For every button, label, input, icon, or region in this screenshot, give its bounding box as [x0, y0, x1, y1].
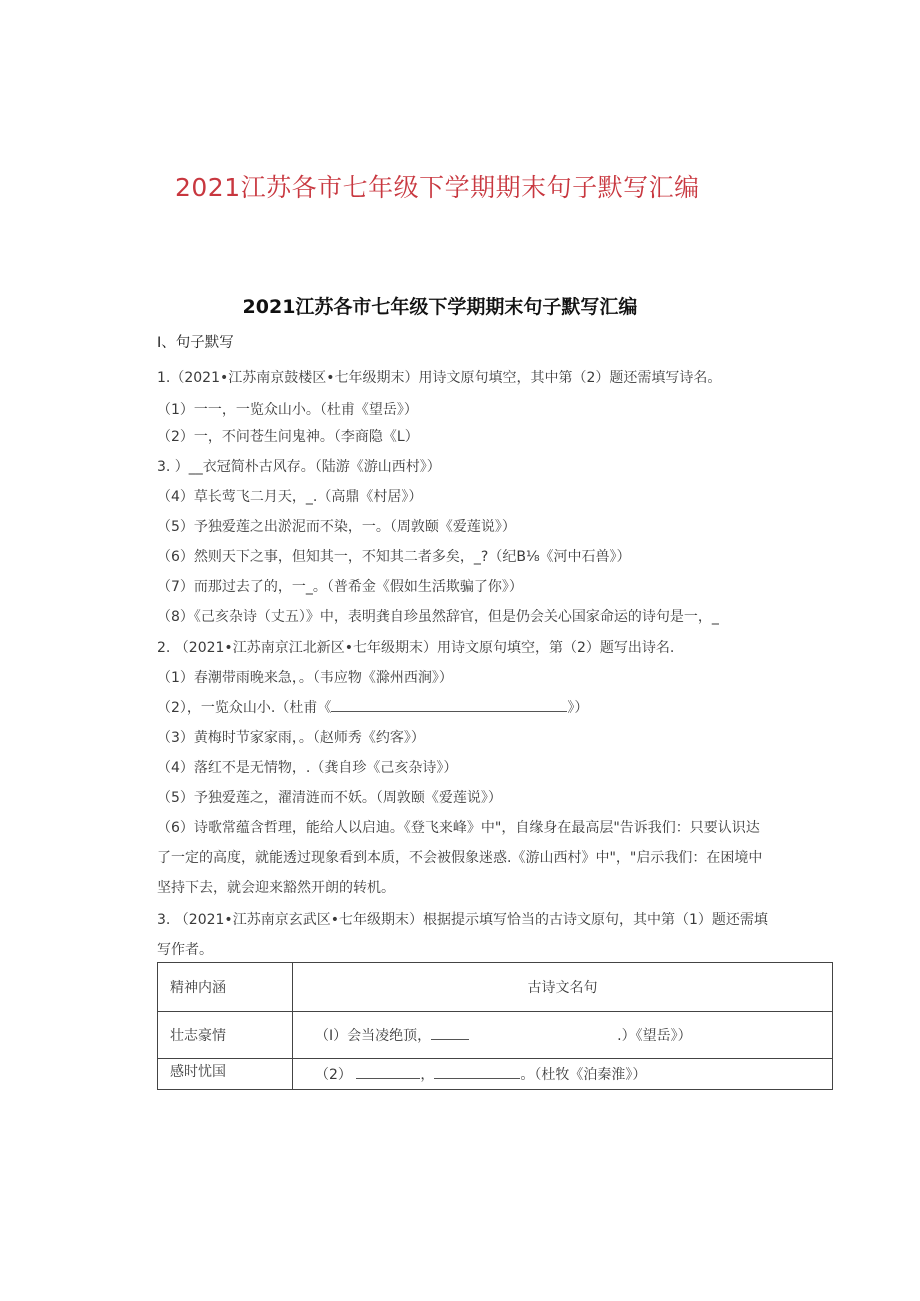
- q1-item: （4）草长莺飞二月天，_.（高鼎《村居》）: [157, 489, 423, 505]
- cell-text: ，: [420, 1067, 435, 1083]
- answer-blank[interactable]: [431, 1027, 469, 1040]
- table-header-cell: 精神内涵: [158, 963, 293, 1012]
- q2-item: （1）春潮带雨晚来急，。（韦应物《滁州西涧》）: [157, 670, 453, 686]
- q2-item: （3）黄梅时节家家雨，。（赵师秀《约客》）: [157, 730, 425, 746]
- q2-item: （4）落红不是无情物，.（龚自珍《己亥杂诗》）: [157, 760, 458, 776]
- q1-item: （8）《己亥杂诗（丈五）》中，表明龚自珍虽然辞官，但是仍会关心国家命运的诗句是一，_: [157, 609, 719, 625]
- table-cell-content: [293, 1059, 833, 1090]
- q3-stem: 写作者。: [157, 942, 213, 958]
- table-cell-label: 壮志豪情: [158, 1012, 293, 1059]
- q1-item: （5）予独爱莲之出淤泥而不染，一。（周敦颐《爱莲说》）: [157, 519, 516, 535]
- q2-item: 坚持下去，就会迎来豁然开朗的转机。: [157, 880, 395, 896]
- q2-item-text: 》）: [567, 700, 589, 716]
- table-header-cell: 古诗文名句: [293, 963, 833, 1012]
- q3-stem: 3. （2021•江苏南京玄武区•七年级期末）根据提示填写恰当的古诗文原句，其中第（1）题还需填: [157, 912, 768, 928]
- answer-blank[interactable]: [356, 1066, 420, 1079]
- answer-blank[interactable]: [331, 699, 567, 712]
- q1-item: 3. ）__衣冠简朴古风存。（陆游《游山西村》）: [157, 459, 441, 475]
- q2-item-text: （2），一览众山小.（杜甫《: [157, 700, 332, 716]
- q1-stem: 1.（2021•江苏南京鼓楼区•七年级期末）用诗文原句填空，其中第（2）题还需填写诗名。: [157, 370, 722, 386]
- answer-blank[interactable]: [434, 1066, 520, 1079]
- q1-item: （6）然则天下之事，但知其一，不知其二者多矣，_?（纪B⅛《河中石兽》）: [157, 549, 631, 565]
- table-cell-content: [293, 1012, 833, 1059]
- cell-text: 。（杜牧《泊秦淮》）: [520, 1067, 647, 1083]
- page-title: 2021江苏各市七年级下学期期末句子默写汇编: [242, 296, 638, 318]
- table-header-row: [158, 963, 833, 1012]
- q2-stem: 2. （2021•江苏南京江北新区•七年级期末）用诗文原句填空，第（2）题写出诗名.: [157, 640, 675, 656]
- cell-text: （2）: [315, 1067, 352, 1083]
- q2-item: 了一定的高度，就能透过现象看到本质，不会被假象迷惑.《游山西村》中"，"启示我们：在困境中: [157, 850, 763, 866]
- table-cell-label: [158, 1059, 293, 1090]
- table-row: [158, 1059, 833, 1090]
- table-row: [158, 1012, 833, 1059]
- cell-text: （I）会当凌绝顶，: [315, 1028, 432, 1044]
- poem-table: [157, 962, 833, 1090]
- cover-title: 2021江苏各市七年级下学期期末句子默写汇编: [175, 173, 700, 202]
- q1-item: （7）而那过去了的，一_。（普希金《假如生活欺骗了你》）: [157, 579, 523, 595]
- q1-item: （2）一，不问苍生问鬼神。（李商隐《L）: [157, 429, 419, 445]
- cell-line: [315, 1064, 832, 1084]
- section-heading: I、句子默写: [157, 335, 234, 351]
- q2-item: [157, 698, 588, 718]
- q1-item: （1）一一，一览众山小。（杜甫《望岳》）: [157, 402, 418, 418]
- q2-item: （5）予独爱莲之，濯清涟而不妖。（周敦颐《爱莲说》）: [157, 790, 502, 806]
- cell-text: .）《望岳》）: [617, 1028, 692, 1044]
- cell-text: 感时忧国: [170, 1064, 226, 1080]
- q2-item: （6）诗歌常蕴含哲理，能给人以启迪。《登飞来峰》中"，自缘身在最高层"告诉我们：只要认识达: [157, 820, 760, 836]
